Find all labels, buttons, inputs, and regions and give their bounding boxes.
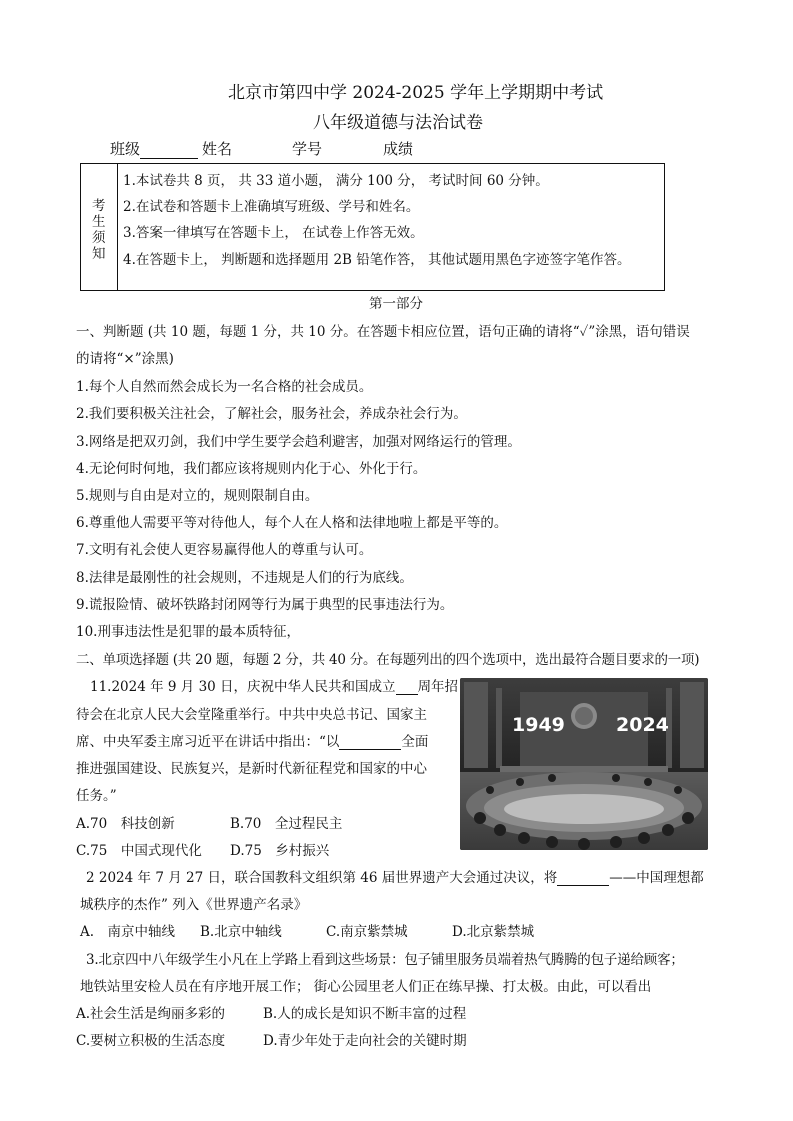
name-label: 姓名 (202, 140, 233, 158)
option-b: B.人的成长是知识不断丰富的过程 (263, 1006, 467, 1022)
judgement-item: 5.规则与自由是对立的，规则限制自由。 (76, 488, 319, 504)
question-text: 周年招 (417, 679, 459, 695)
banquet-photo-illustration (460, 678, 708, 850)
exam-school-title: 北京市第四中学 2024-2025 学年上学期期中考试 (228, 83, 604, 103)
option-a: A.70 科技创新 (76, 816, 175, 832)
option-d: D.青少年处于走向社会的关键时期 (263, 1033, 467, 1049)
question-11-line: 推进强国建设、民族复兴，是新时代新征程党和国家的中心 (76, 761, 427, 777)
judgement-item: 2.我们要积极关注社会，了解社会，服务社会，养成杂社会行为。 (76, 406, 467, 422)
notice-item: 2.在试卷和答题卡上准确填写班级、学号和姓名。 (123, 199, 420, 215)
option-c: C.要树立积极的生活态度 (76, 1033, 226, 1049)
option-b: B.70 全过程民主 (230, 816, 343, 832)
class-field (110, 138, 198, 159)
exam-subject-title: 八年级道德与法治试卷 (313, 113, 483, 133)
question-3-line: 地铁站里安检人员在有序地开展工作； 街心公园里老人们正在练早操、打太极。由此，可以看出 (80, 979, 652, 995)
option-c: C.75 中国式现代化 (76, 843, 202, 859)
judgement-item: 3.网络是把双刃剑，我们中学生要学会趋利避害，加强对网络运行的管理。 (76, 434, 521, 450)
question-text: 11.2024 年 9 月 30 日，庆祝中华人民共和国成立 (90, 679, 396, 695)
section1-heading-cont: 的请将“×”涂黑) (76, 351, 174, 367)
question-text: 全面 (401, 734, 429, 750)
judgement-item: 4.无论何时何地，我们都应该将规则内化于心、外化于行。 (76, 461, 427, 477)
notice-item: 3.答案一律填写在答题卡上， 在试卷上作答无效。 (123, 225, 424, 241)
question-text: 2 2024 年 7 月 27 日，联合国教科文组织第 46 届世界遗产大会通过决议，将 (86, 870, 558, 886)
judgement-item: 8.法律是最刚性的社会规则，不违规是人们的行为底线。 (76, 570, 413, 586)
judgement-item: 6.尊重他人需要平等对待他人，每个人在人格和法律地啦上都是平等的。 (76, 515, 508, 531)
option-b: B.北京中轴线 (200, 924, 282, 940)
notice-item: 4.在答题卡上， 判断题和选择题用 2B 铅笔作答， 其他试题用黑色字迹签字笔作答。 (123, 252, 631, 268)
question-2-line (86, 866, 704, 886)
answer-blank (339, 734, 401, 750)
notice-item: 1.本试卷共 8 页， 共 33 道小题， 满分 100 分， 考试时间 60 分钟。 (123, 173, 549, 189)
photo-year-right: 2024 (616, 714, 669, 736)
judgement-item: 7.文明有礼会使人更容易赢得他人的尊重与认可。 (76, 542, 373, 558)
option-d: D.75 乡村振兴 (230, 843, 330, 859)
section1-heading: 一、判断题 (共 10 题，每题 1 分，共 10 分。在答题卡相应位置，语句正确的请将“✓”涂黑，语句错误 (76, 324, 690, 340)
notice-side-label (81, 164, 118, 290)
answer-blank (396, 679, 418, 695)
class-label: 班级 (110, 140, 141, 158)
question-3-line: 3.北京四中八年级学生小凡在上学路上看到这些场景：包子铺里服务员端着热气腾腾的包子递给顾客； (86, 952, 684, 968)
banquet-photo (460, 678, 708, 850)
option-a: A. 南京中轴线 (80, 924, 176, 940)
question-11-line (90, 675, 458, 695)
question-2-line: 城秩序的杰作” 列入《世界遗产名录》 (80, 897, 308, 913)
question-11-line (76, 730, 428, 750)
question-11-line: 任务。” (76, 788, 117, 804)
section2-heading: 二、单项选择题 (共 20 题，每题 2 分，共 40 分。在每题列出的四个选项中，选出最符合题目要求的一项) (76, 652, 700, 668)
question-text: 席、中央军委主席习近平在讲话中指出：“以 (76, 734, 340, 750)
candidate-notice-box (80, 163, 665, 291)
judgement-item: 9.谎报险情、破坏铁路封闭网等行为属于典型的民事违法行为。 (76, 597, 454, 613)
judgement-item: 10.刑事违法性是犯罪的最本质特征， (76, 624, 300, 640)
option-a: A.社会生活是绚丽多彩的 (76, 1006, 226, 1022)
photo-year-left: 1949 (512, 714, 565, 736)
part-title: 第一部分 (369, 296, 423, 312)
score-label: 成绩 (383, 140, 414, 158)
class-blank (140, 142, 198, 159)
option-d: D.北京紫禁城 (452, 924, 535, 940)
question-text: ——中国理想都 (609, 870, 704, 886)
question-11-line: 待会在北京人民大会堂隆重举行。中共中央总书记、国家主 (76, 707, 427, 723)
notice-label-text: 考生须知 (92, 198, 106, 262)
option-c: C.南京紫禁城 (326, 924, 408, 940)
id-label: 学号 (292, 140, 323, 158)
judgement-item: 1.每个人自然而然会成长为一名合格的社会成员。 (76, 379, 373, 395)
answer-blank (557, 870, 609, 886)
